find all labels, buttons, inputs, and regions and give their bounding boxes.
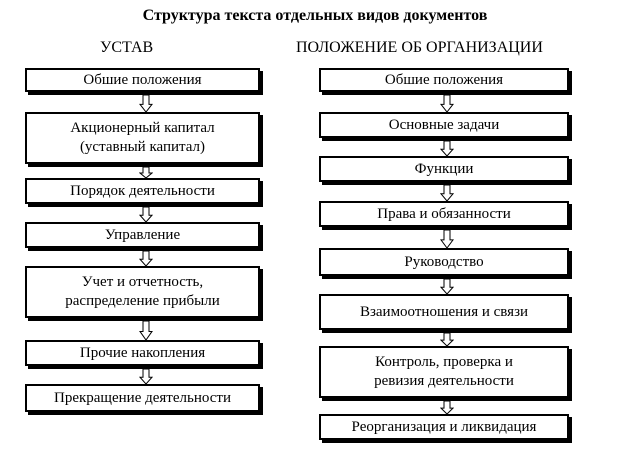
right-box-2: Основные задачи xyxy=(319,112,569,138)
right-flow-arrow-5 xyxy=(440,279,454,294)
right-column-heading: ПОЛОЖЕНИЕ ОБ ОРГАНИЗАЦИИ xyxy=(296,39,543,56)
right-box-8: Реорганизация и ликвидация xyxy=(319,414,569,440)
right-flow-arrow-7 xyxy=(440,401,454,414)
right-box-3: Функции xyxy=(319,156,569,182)
right-box-4: Права и обязанности xyxy=(319,201,569,227)
right-box-1: Обшие положения xyxy=(319,68,569,92)
left-flow-arrow-6 xyxy=(139,369,153,384)
right-box-6: Взаимоотношения и связи xyxy=(319,294,569,330)
diagram-title: Структура текста отдельных видов документов xyxy=(142,7,488,24)
left-box-7: Прекращение деятельности xyxy=(25,384,260,412)
left-box-3: Порядок деятельности xyxy=(25,178,260,204)
left-box-6: Прочие накопления xyxy=(25,340,260,366)
right-flow-arrow-6 xyxy=(440,333,454,346)
left-flow-arrow-3 xyxy=(139,207,153,222)
left-flow-arrow-5 xyxy=(139,321,153,340)
right-flow-arrow-2 xyxy=(440,141,454,156)
right-box-5: Руководство xyxy=(319,248,569,276)
left-box-1: Обшие положения xyxy=(25,68,260,92)
left-flow-arrow-4 xyxy=(139,251,153,266)
left-box-4: Управление xyxy=(25,222,260,248)
left-box-5: Учет и отчетность, распределение прибыли xyxy=(25,266,260,318)
right-flow-arrow-3 xyxy=(440,185,454,201)
right-flow-arrow-4 xyxy=(440,230,454,248)
left-flow-arrow-2 xyxy=(139,167,153,178)
right-box-7: Контроль, проверка и ревизия деятельности xyxy=(319,346,569,398)
right-flow-arrow-1 xyxy=(440,95,454,112)
left-column-heading: УСТАВ xyxy=(100,39,154,56)
left-flow-arrow-1 xyxy=(139,95,153,112)
left-box-2: Акционерный капитал (уставный капитал) xyxy=(25,112,260,164)
